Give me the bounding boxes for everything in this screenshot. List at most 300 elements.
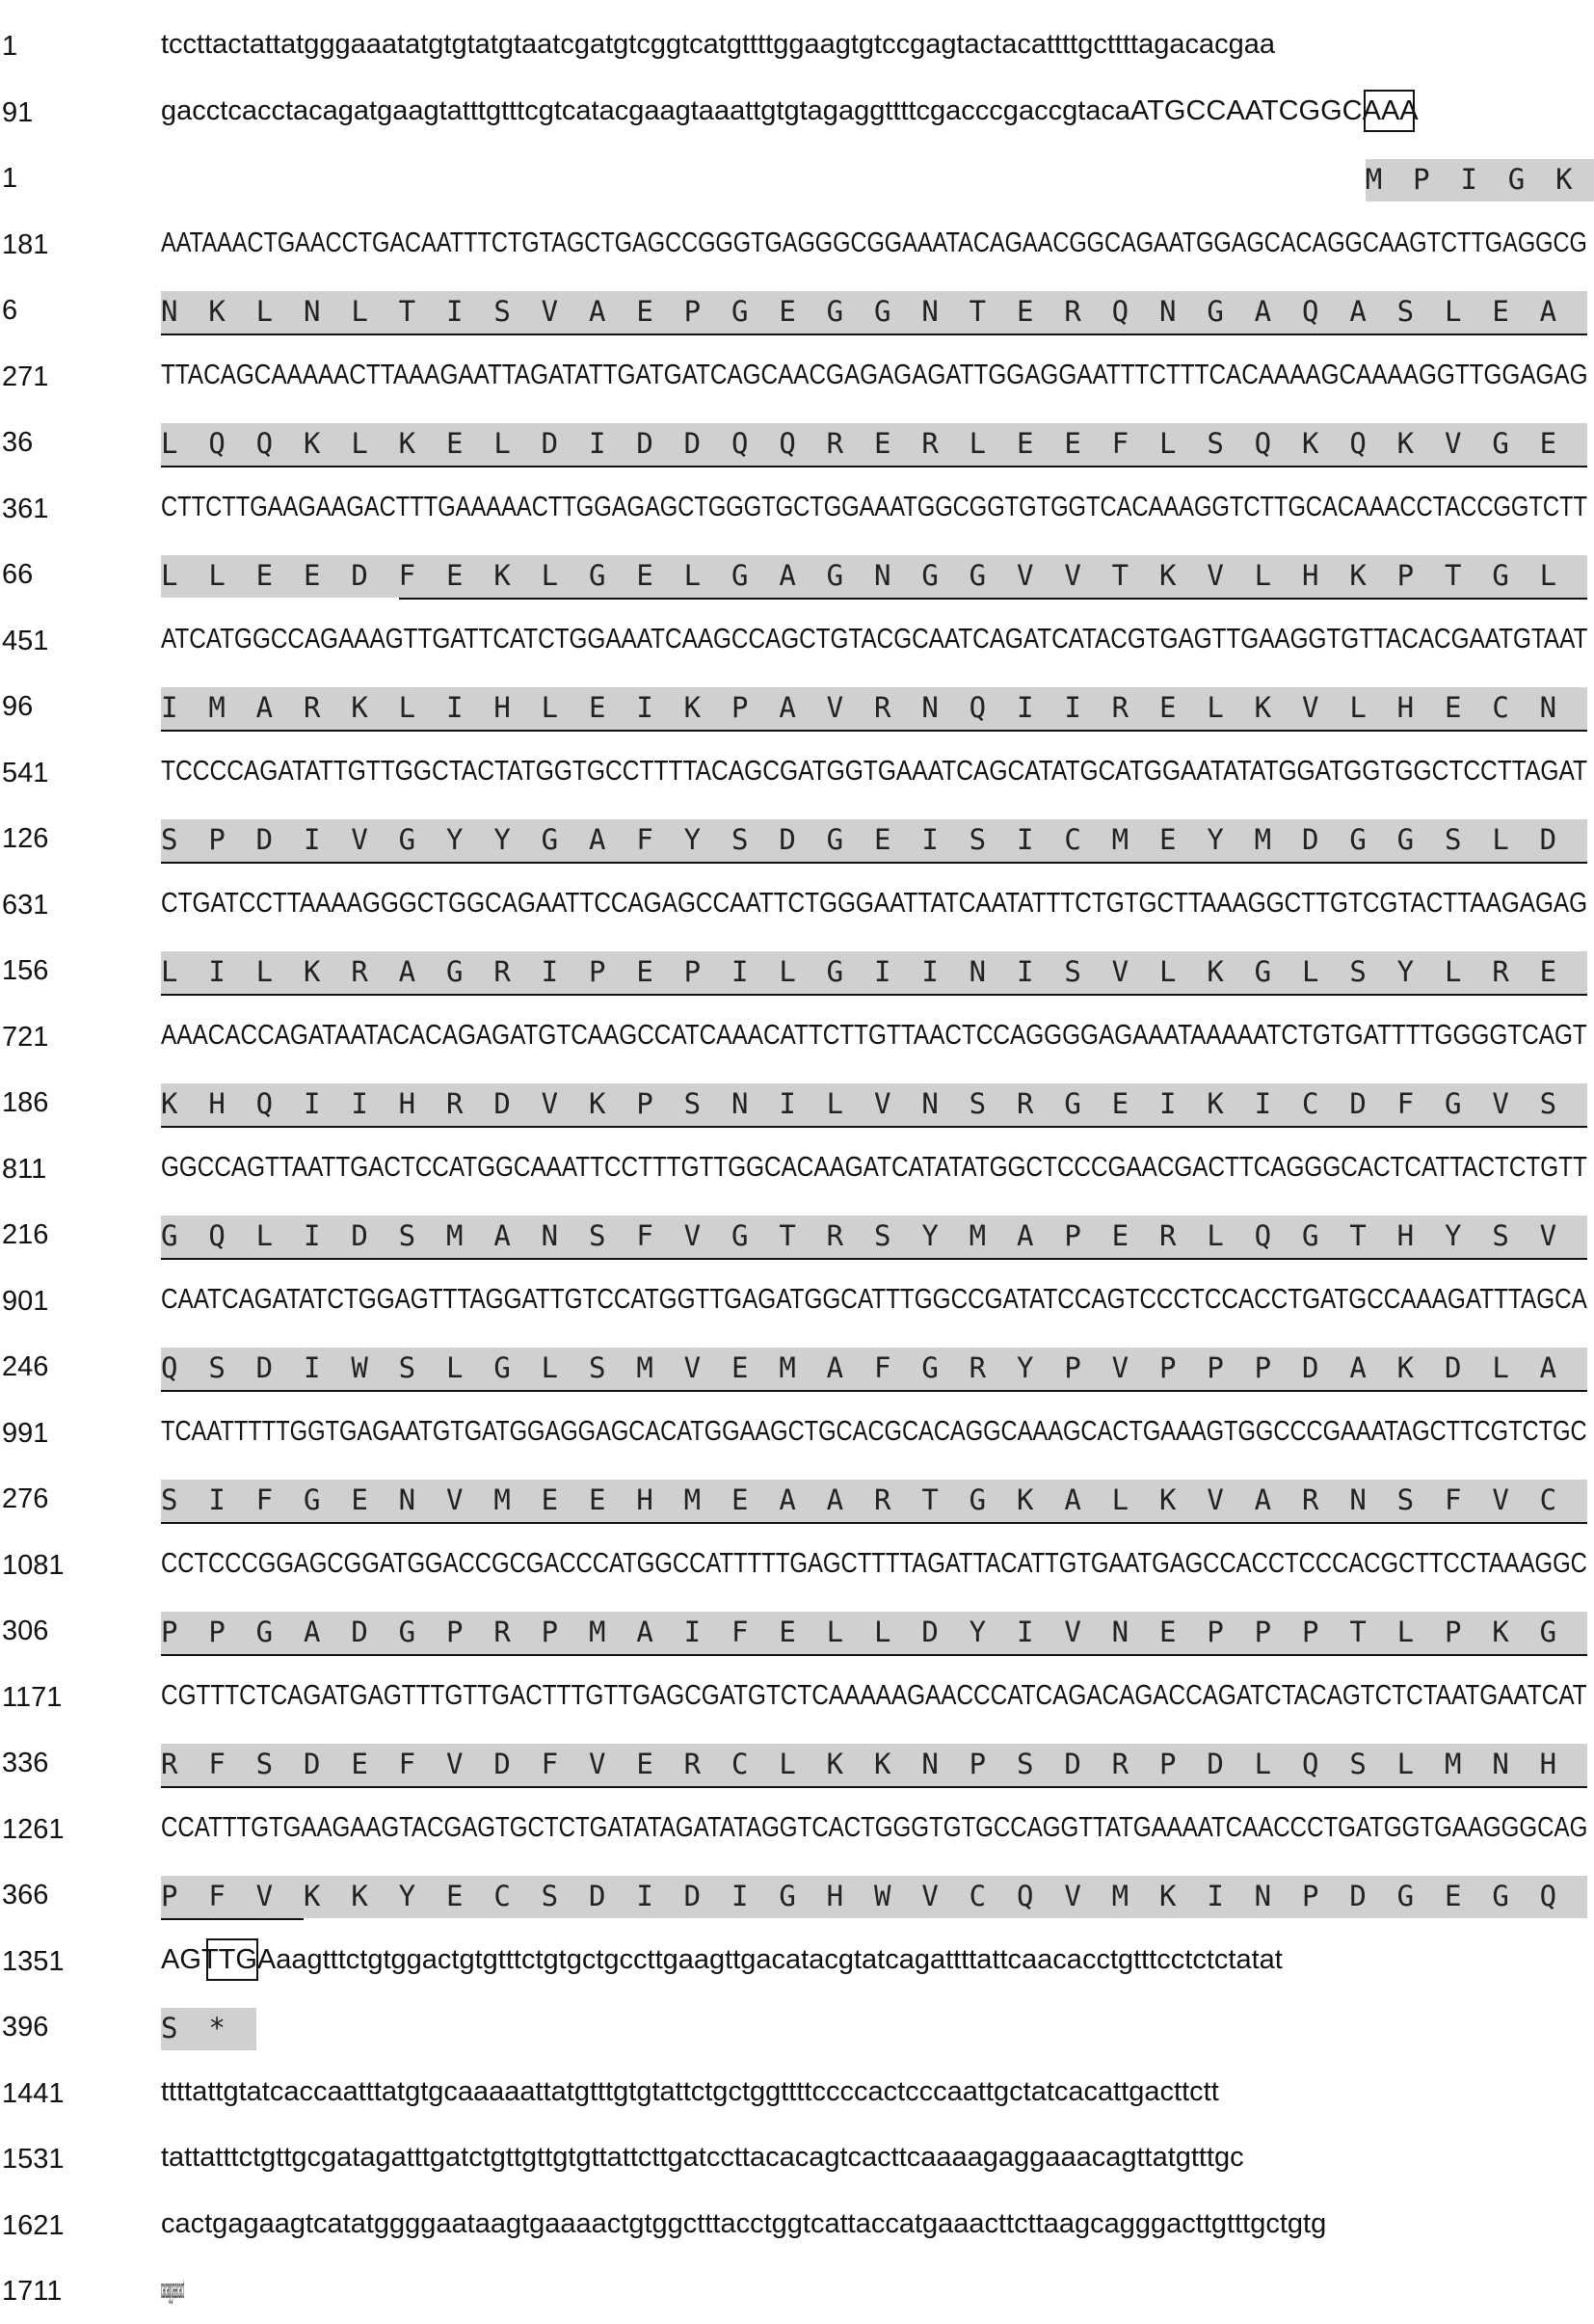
amino-acid-residue: P [1302, 1616, 1319, 1648]
amino-acid-residue: L [826, 1087, 844, 1120]
amino-acid-residue: I [1207, 1880, 1224, 1912]
amino-acid-residue: E [731, 1351, 749, 1384]
amino-acid-residue: S [683, 1087, 702, 1120]
position-number: 96 [2, 691, 34, 722]
amino-acid-residue: M [969, 1219, 987, 1252]
amino-acid-residue: K [304, 955, 321, 988]
amino-acid-residue: F [398, 559, 416, 592]
amino-acid-residue: P [208, 1616, 226, 1648]
amino-acid-residue: D [1445, 1351, 1462, 1384]
amino-acid-residue: K [1396, 1351, 1415, 1384]
amino-acid-residue: G [826, 955, 844, 988]
amino-acid-residue: G [398, 1616, 416, 1648]
amino-acid-residue: D [589, 1880, 606, 1912]
amino-acid-residue: G [826, 295, 844, 328]
amino-acid-residue: V [589, 1748, 606, 1780]
position-number: 6 [2, 295, 18, 326]
amino-acid-residue: G [731, 559, 749, 592]
amino-acid-residue: G [731, 295, 749, 328]
position-number: 361 [2, 494, 49, 524]
domain-underline [161, 334, 1587, 335]
amino-acid-residue: W [351, 1351, 368, 1384]
amino-acid-residue: A [826, 1483, 844, 1516]
amino-acid-residue: R [969, 1351, 987, 1384]
position-number: 271 [2, 361, 49, 392]
amino-acid-residue: L [255, 1219, 274, 1252]
amino-acid-residue: E [255, 559, 274, 592]
amino-acid-residue: G [921, 559, 939, 592]
amino-acid-residue: M [446, 1219, 464, 1252]
amino-acid-residue: Q [969, 691, 987, 724]
amino-acid-residue: G [1539, 1616, 1557, 1648]
amino-acid-residue: A [779, 559, 796, 592]
amino-acid-residue: K [1492, 1616, 1509, 1648]
position-number: 721 [2, 1022, 49, 1053]
amino-acid-residue: G [1396, 823, 1415, 856]
position-number: 1441 [2, 2078, 65, 2109]
amino-acid-residue: L [161, 427, 178, 460]
domain-underline [161, 994, 1587, 996]
domain-underline [161, 1522, 1587, 1524]
position-number: 186 [2, 1087, 49, 1118]
amino-acid-residue: Q [1539, 1880, 1557, 1912]
amino-acid-residue: E [636, 1748, 653, 1780]
amino-acid-residue: E [1064, 427, 1081, 460]
amino-acid-residue: M [1365, 163, 1383, 196]
amino-acid-residue: L [1492, 823, 1509, 856]
position-number: 1 [2, 31, 18, 62]
amino-acid-residue: F [1445, 1483, 1462, 1516]
amino-acid-residue: P [1207, 1616, 1224, 1648]
amino-acid-residue: G [1445, 1087, 1462, 1120]
amino-acid-residue: S [874, 1219, 891, 1252]
position-number: 1261 [2, 1814, 65, 1845]
amino-acid-residue: K [826, 1748, 844, 1780]
position-number: 336 [2, 1748, 49, 1778]
amino-acid-residue: M [589, 1616, 606, 1648]
amino-acid-residue: A [636, 1616, 653, 1648]
domain-underline [161, 1918, 304, 1920]
amino-acid-residue: D [1064, 1748, 1081, 1780]
amino-acid-residue: A [255, 691, 274, 724]
amino-acid-residue: N [921, 691, 939, 724]
amino-acid-residue: D [493, 1087, 511, 1120]
amino-acid-residue: I [1254, 1087, 1272, 1120]
amino-acid-residue: M [493, 1483, 511, 1516]
amino-acid-residue: V [446, 1748, 464, 1780]
position-number: 216 [2, 1219, 49, 1250]
position-number: 91 [2, 97, 34, 128]
amino-acid-residue: H [208, 1087, 226, 1120]
amino-acid-residue: P [1064, 1219, 1081, 1252]
amino-acid-residue: P [1064, 1351, 1081, 1384]
amino-acid-residue: S [1396, 1483, 1415, 1516]
amino-acid-residue: C [731, 1748, 749, 1780]
domain-underline [161, 730, 1587, 732]
amino-acid-residue: Q [1017, 1880, 1034, 1912]
amino-acid-residue: N [161, 295, 178, 328]
amino-acid-residue: V [255, 1880, 274, 1912]
amino-acid-residue: R [304, 691, 321, 724]
nucleotide-sequence: tccttactattatgggaaatatgtgtatgtaatcgatgtcggtcatgttttggaagtgtccgagtactacattttgcttttagacacgaa [161, 29, 1275, 60]
amino-acid-residue: R [1111, 1748, 1129, 1780]
domain-underline [161, 1390, 1587, 1392]
amino-acid-residue: F [398, 1748, 416, 1780]
amino-acid-residue: S [541, 1880, 559, 1912]
stop-codon [206, 1938, 257, 1981]
position-number: 811 [2, 1154, 47, 1185]
amino-acid-residue: E [636, 955, 653, 988]
amino-acid-residue: C [1492, 691, 1509, 724]
amino-acid-residue: R [1492, 955, 1509, 988]
amino-acid-residue: P [589, 955, 606, 988]
amino-acid-residue: P [683, 295, 702, 328]
amino-acid-residue: I [304, 1351, 321, 1384]
amino-acid-residue: K [208, 295, 226, 328]
amino-acid-residue: S [1445, 823, 1462, 856]
amino-acid-residue: P [208, 823, 226, 856]
amino-acid-residue: L [208, 559, 226, 592]
amino-acid-residue: Q [1302, 1748, 1319, 1780]
amino-acid-residue: K [1349, 559, 1367, 592]
amino-acid-residue: P [1159, 1748, 1177, 1780]
amino-acid-residue: S [398, 1219, 416, 1252]
amino-acid-residue: D [1302, 823, 1319, 856]
amino-acid-residue: H [636, 1483, 653, 1516]
amino-acid-residue: E [589, 691, 606, 724]
amino-acid-residue: E [1111, 1087, 1129, 1120]
amino-acid-residue: L [874, 1616, 891, 1648]
amino-acid-residue: Y [921, 1219, 939, 1252]
amino-acid-residue: L [1396, 1748, 1415, 1780]
amino-acid-residue: N [398, 1483, 416, 1516]
amino-acid-residue: I [541, 955, 559, 988]
amino-acid-residue: P [1254, 1616, 1272, 1648]
nucleotide-sequence: CCATTTGTGAAGAAGTACGAGTGCTCTGATATAGATATAGGTCACTGGGTGTGCCAGGTTATGAAAATCAACCCTGATGGTGAAGGGCAG [161, 1812, 1588, 1843]
amino-acid-residue: S [161, 2012, 178, 2044]
amino-acid-residue: Q [1254, 427, 1272, 460]
amino-acid-residue: I [161, 691, 178, 724]
position-number: 1081 [2, 1550, 65, 1581]
position-number: 366 [2, 1880, 49, 1910]
amino-acid-residue: L [351, 427, 368, 460]
amino-acid-residue: D [541, 427, 559, 460]
amino-acid-residue: F [636, 823, 653, 856]
amino-acid-residue: V [874, 1087, 891, 1120]
amino-acid-residue: Q [779, 427, 796, 460]
amino-acid-residue: L [161, 559, 178, 592]
amino-acid-residue: N [921, 295, 939, 328]
nucleotide-sequence: TCAATTTTTGGTGAGAATGTGATGGAGGAGCACATGGAAGCTGCACGCACAGGCAAAGCACTGAAAGTGGCCCGAAATAGCTTCGTCTGC [161, 1416, 1587, 1447]
amino-acid-residue: S [208, 1351, 226, 1384]
amino-acid-residue: N [1349, 1483, 1367, 1516]
amino-acid-residue: D [683, 427, 702, 460]
amino-acid-residue: A [589, 823, 606, 856]
amino-acid-residue: I [208, 1483, 226, 1516]
amino-acid-residue: A [1254, 295, 1272, 328]
amino-acid-residue: V [1017, 559, 1034, 592]
amino-acid-residue: I [779, 1087, 796, 1120]
amino-acid-residue: G [731, 1219, 749, 1252]
amino-acid-residue: L [398, 691, 416, 724]
start-codon [1364, 90, 1415, 132]
position-number: 541 [2, 758, 49, 788]
amino-acid-residue: S [969, 823, 987, 856]
amino-acid-residue: A [304, 1616, 321, 1648]
position-number: 1531 [2, 2144, 65, 2175]
amino-acid-residue: I [636, 1880, 653, 1912]
position-number: 1 [2, 163, 18, 194]
amino-acid-residue: D [636, 427, 653, 460]
amino-acid-residue: E [1159, 823, 1177, 856]
amino-acid-residue: P [1207, 1351, 1224, 1384]
amino-acid-residue: L [1445, 295, 1462, 328]
amino-acid-residue: L [161, 955, 178, 988]
amino-acid-residue: V [541, 1087, 559, 1120]
amino-acid-residue: S [1349, 1748, 1367, 1780]
amino-acid-residue: A [1539, 295, 1557, 328]
amino-acid-residue: N [304, 295, 321, 328]
amino-acid-residue: P [731, 691, 749, 724]
amino-acid-residue: I [1460, 163, 1477, 196]
amino-acid-residue: G [161, 1219, 178, 1252]
amino-acid-residue: N [969, 955, 987, 988]
amino-acid-residue: Y [1017, 1351, 1034, 1384]
amino-acid-residue: E [1539, 955, 1557, 988]
position-number: 246 [2, 1351, 49, 1382]
amino-acid-residue: I [1159, 1087, 1177, 1120]
amino-acid-residue: E [1445, 691, 1462, 724]
amino-acid-residue: P [1302, 1880, 1319, 1912]
amino-acid-residue: T [1349, 1616, 1367, 1648]
amino-acid-residue: L [1349, 691, 1367, 724]
amino-acid-residue: S [1539, 1087, 1557, 1120]
nucleotide-sequence: AGTTGAaagtttctgtggactgtgtttctgtgctgccttgaagttgacatacgtatcagattttattcaacacctgtttcctctctatat [161, 1944, 1283, 1975]
nucleotide-sequence: ATCATGGCCAGAAAGTTGATTCATCTGGAAATCAAGCCAGCTGTACGCAATCAGATCATACGTGAGTTGAAGGTGTTACACGAATGTAAT [161, 624, 1588, 654]
amino-acid-residue: I [636, 691, 653, 724]
amino-acid-residue: S [589, 1351, 606, 1384]
amino-acid-residue: E [779, 295, 796, 328]
amino-acid-residue: V [446, 1483, 464, 1516]
amino-acid-residue: H [826, 1880, 844, 1912]
amino-acid-residue: L [541, 1351, 559, 1384]
amino-acid-residue: Y [398, 1880, 416, 1912]
amino-acid-residue: H [1396, 691, 1415, 724]
amino-acid-residue: I [921, 823, 939, 856]
amino-acid-residue: M [779, 1351, 796, 1384]
amino-acid-residue: Q [1111, 295, 1129, 328]
amino-acid-residue: R [1017, 1087, 1034, 1120]
amino-acid-residue: E [446, 559, 464, 592]
amino-acid-residue: S [1064, 955, 1081, 988]
amino-acid-residue: K [1396, 427, 1415, 460]
amino-acid-residue: I [683, 1616, 702, 1648]
amino-acid-residue: K [1159, 559, 1177, 592]
amino-acid-residue: M [1445, 1748, 1462, 1780]
amino-acid-residue: Q [208, 427, 226, 460]
amino-acid-residue: P [1445, 1616, 1462, 1648]
amino-acid-residue: A [493, 1219, 511, 1252]
amino-acid-residue: G [1064, 1087, 1081, 1120]
amino-acid-residue: S [255, 1748, 274, 1780]
amino-acid-residue: F [541, 1748, 559, 1780]
amino-acid-residue: Q [208, 1219, 226, 1252]
amino-acid-residue: P [161, 1616, 178, 1648]
amino-acid-residue: I [1017, 1616, 1034, 1648]
amino-acid-residue: A [1349, 1351, 1367, 1384]
amino-acid-residue: Y [446, 823, 464, 856]
position-number: 1621 [2, 2210, 65, 2241]
amino-acid-residue: L [1111, 1483, 1129, 1516]
amino-acid-residue: E [589, 1483, 606, 1516]
amino-acid-residue: R [921, 427, 939, 460]
amino-acid-residue: I [921, 955, 939, 988]
amino-acid-residue: I [446, 691, 464, 724]
amino-acid-residue: M [683, 1483, 702, 1516]
amino-acid-residue: E [351, 1483, 368, 1516]
amino-acid-residue: K [304, 1880, 321, 1912]
amino-acid-residue: G [1507, 163, 1526, 196]
amino-acid-residue: V [351, 823, 368, 856]
amino-acid-residue: Y [493, 823, 511, 856]
amino-acid-residue: S [1492, 1219, 1509, 1252]
amino-acid-residue: T [398, 295, 416, 328]
amino-acid-residue: I [874, 955, 891, 988]
amino-acid-residue: N [1254, 1880, 1272, 1912]
amino-acid-residue: Y [1396, 955, 1415, 988]
amino-acid-residue: F [636, 1219, 653, 1252]
amino-acid-residue: L [1159, 955, 1177, 988]
amino-acid-residue: K [351, 1880, 368, 1912]
amino-acid-residue: L [1207, 1219, 1224, 1252]
amino-acid-residue: D [1207, 1748, 1224, 1780]
amino-acid-residue: R [826, 1219, 844, 1252]
amino-acid-residue: L [446, 1351, 464, 1384]
amino-acid-residue: H [1302, 559, 1319, 592]
amino-acid-residue: K [1207, 955, 1224, 988]
amino-acid-residue: D [351, 559, 368, 592]
amino-acid-residue: I [589, 427, 606, 460]
amino-acid-residue: M [1111, 823, 1129, 856]
amino-acid-residue: E [1159, 691, 1177, 724]
amino-acid-residue: R [874, 1483, 891, 1516]
position-number: 901 [2, 1286, 49, 1317]
amino-acid-residue: V [1302, 691, 1319, 724]
amino-acid-residue: K [304, 427, 321, 460]
amino-acid-residue: T [1111, 559, 1129, 592]
amino-acid-residue: A [779, 1483, 796, 1516]
amino-acid-residue: H [1539, 1748, 1557, 1780]
amino-acid-residue: F [255, 1483, 274, 1516]
amino-acid-residue: K [1254, 691, 1272, 724]
amino-acid-residue: K [1159, 1880, 1177, 1912]
amino-acid-residue: A [589, 295, 606, 328]
amino-acid-residue: L [541, 691, 559, 724]
position-number: 991 [2, 1418, 49, 1449]
amino-acid-residue: G [779, 1880, 796, 1912]
amino-acid-residue: L [1207, 691, 1224, 724]
amino-acid-residue: Y [1445, 1219, 1462, 1252]
amino-acid-residue: N [921, 1087, 939, 1120]
amino-acid-residue: L [1254, 559, 1272, 592]
amino-acid-residue: S [1207, 427, 1224, 460]
domain-underline [161, 1786, 1587, 1788]
amino-acid-residue: C [493, 1880, 511, 1912]
amino-acid-residue: L [255, 295, 274, 328]
amino-acid-residue: K [493, 559, 511, 592]
amino-acid-residue: D [921, 1616, 939, 1648]
amino-acid-residue: K [589, 1087, 606, 1120]
amino-acid-residue: C [1302, 1087, 1319, 1120]
amino-acid-residue: C [969, 1880, 987, 1912]
amino-acid-residue: Q [731, 427, 749, 460]
nucleotide-sequence: GGCCAGTTAATTGACTCCATGGCAAATTCCTTTGTTGGCACAAGATCATATATGGCTCCCGAACGACTTCAGGGCACTCATTACTCTGTT [161, 1152, 1587, 1183]
position-number: 276 [2, 1483, 49, 1514]
amino-acid-residue: L [779, 1748, 796, 1780]
amino-acid-residue: P [1254, 1351, 1272, 1384]
nucleotide-sequence: tattatttctgttgcgatagatttgatctgttgttgtgttattcttgatccttacacagtcacttcaaaagaggaaacagttatgtttgc [161, 2142, 1244, 2173]
amino-acid-residue: V [1492, 1483, 1509, 1516]
amino-acid-residue: M [1254, 823, 1272, 856]
amino-acid-residue: L [779, 955, 796, 988]
amino-acid-residue: I [446, 295, 464, 328]
amino-acid-residue: R [1159, 1219, 1177, 1252]
amino-acid-residue: P [683, 955, 702, 988]
amino-acid-residue: D [779, 823, 796, 856]
amino-acid-residue: P [446, 1616, 464, 1648]
amino-acid-residue: P [969, 1748, 987, 1780]
amino-acid-residue: Q [255, 1087, 274, 1120]
amino-acid-residue: V [826, 691, 844, 724]
amino-acid-residue: N [874, 559, 891, 592]
amino-acid-residue: V [1492, 1087, 1509, 1120]
amino-acid-residue: E [304, 559, 321, 592]
position-number: 451 [2, 626, 49, 656]
nucleotide-sequence: ttttattgtatcaccaatttatgtgcaaaaattatgtttgtgtattctgctggttttccccactcccaattgctatcacattgacttctt [161, 2076, 1219, 2107]
amino-acid-residue: I [304, 823, 321, 856]
nucleotide-sequence: CCTCCCGGAGCGGATGGACCGCGACCCATGGCCATTTTTGAGCTTTTAGATTACATTGTGAATGAGCCACCTCCCACGCTTCCTAAAGGC [161, 1548, 1587, 1579]
amino-acid-residue: K [874, 1748, 891, 1780]
amino-acid-residue: E [1539, 427, 1557, 460]
nucleotide-sequence: cacaggaacact [161, 2274, 184, 2305]
amino-acid-residue: A [1254, 1483, 1272, 1516]
amino-acid-residue: T [1445, 559, 1462, 592]
position-number: 181 [2, 229, 49, 260]
domain-underline [161, 466, 1587, 467]
amino-acid-residue: V [1111, 955, 1129, 988]
amino-acid-residue: D [1349, 1880, 1367, 1912]
amino-acid-residue: R [493, 955, 511, 988]
amino-acid-residue: P [161, 1880, 178, 1912]
amino-acid-residue: I [1017, 955, 1034, 988]
amino-acid-residue: V [1064, 1880, 1081, 1912]
nucleotide-sequence: CTTCTTGAAGAAGACTTTGAAAAACTTGGAGAGCTGGGTGCTGGAAATGGCGGTGTGGTCACAAAGGTCTTGCACAAACCTACCGGTCTT [161, 492, 1587, 522]
amino-acid-residue: T [779, 1219, 796, 1252]
amino-acid-residue: E [1445, 1880, 1462, 1912]
amino-acid-residue: I [1017, 823, 1034, 856]
amino-acid-residue: E [874, 823, 891, 856]
amino-acid-residue: Y [683, 823, 702, 856]
domain-underline [161, 1654, 1587, 1656]
amino-acid-residue: Q [1254, 1219, 1272, 1252]
amino-acid-residue: Y [969, 1616, 987, 1648]
amino-acid-residue: A [779, 691, 796, 724]
nucleotide-sequence: AAACACCAGATAATACACAGAGATGTCAAGCCATCAAACATTCTTGTTAACTCCAGGGGAGAAATAAAAATCTGTGATTTTGGGGTCAGT [161, 1020, 1587, 1051]
amino-acid-residue: F [208, 1748, 226, 1780]
amino-acid-residue: K [1302, 427, 1319, 460]
amino-acid-residue: C [1064, 823, 1081, 856]
amino-acid-residue: G [1207, 295, 1224, 328]
